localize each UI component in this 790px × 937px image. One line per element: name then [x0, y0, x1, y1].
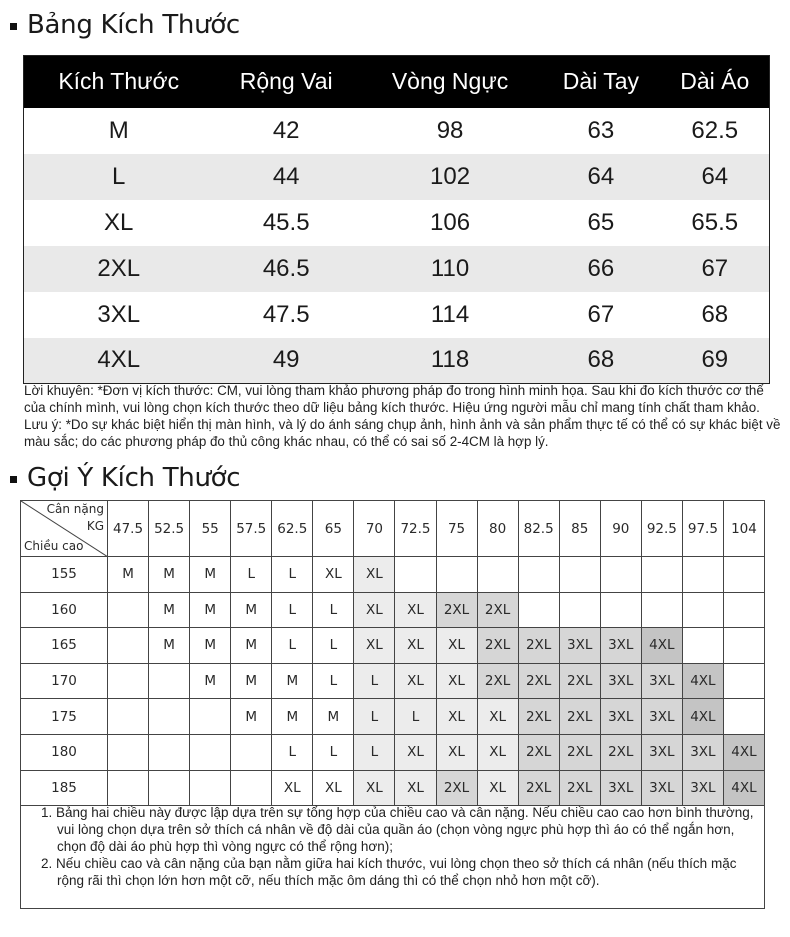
size-suggestion-cell: [149, 734, 190, 770]
size-chart-row: [24, 338, 770, 384]
size-suggestion-cell: [149, 663, 190, 699]
size-suggestion-cell: 2XL: [559, 770, 600, 806]
size-suggestion-cell: XL: [436, 628, 477, 664]
size-chart-header-cell: Vòng Ngực: [359, 56, 541, 108]
size-suggestion-cell: 3XL: [641, 770, 682, 806]
size-suggestion-cell: [641, 557, 682, 593]
size-suggestion-cell: L: [231, 557, 272, 593]
size-chart-header-row: [24, 56, 770, 108]
size-suggestion-cell: 2XL: [518, 663, 559, 699]
weight-header-cell: 72.5: [395, 501, 436, 557]
size-suggestion-cell: [723, 557, 764, 593]
size-chart-cell: 64: [661, 154, 770, 200]
weight-header-cell: 62.5: [272, 501, 313, 557]
size-suggestion-cell: M: [190, 592, 231, 628]
size-chart-cell: 45.5: [262, 208, 310, 236]
size-suggestion-cell: XL: [354, 557, 395, 593]
size-suggestion-cell: M: [190, 557, 231, 593]
size-suggestion-cell: 4XL: [723, 770, 764, 806]
size-suggestion-cell: 2XL: [518, 699, 559, 735]
size-chart-cell: 64: [541, 154, 660, 200]
size-chart-header-cell: Kích Thước: [24, 56, 214, 108]
size-chart-cell: 106: [430, 208, 471, 236]
size-suggestion-cell: [190, 699, 231, 735]
size-suggestion-cell: [108, 699, 149, 735]
height-row: [21, 699, 765, 735]
size-chart-cell: M: [108, 116, 129, 144]
size-suggestion-cell: 2XL: [436, 770, 477, 806]
size-suggestion-cell: [518, 557, 559, 593]
size-suggestion-cell: [682, 628, 723, 664]
weight-header-row: [21, 501, 765, 557]
size-suggestion-cell: [231, 734, 272, 770]
weight-header-cell: 82.5: [518, 501, 559, 557]
size-suggestion-cell: M: [149, 628, 190, 664]
size-suggestion-cell: [723, 592, 764, 628]
weight-header-cell: 65: [313, 501, 354, 557]
size-suggestion-cell: 2XL: [518, 734, 559, 770]
weight-label: Cân nặng: [46, 502, 104, 516]
size-suggestion-cell: XL: [395, 734, 436, 770]
size-suggestion-cell: [436, 557, 477, 593]
size-suggestion-cell: [600, 557, 641, 593]
size-chart-row: [24, 154, 770, 200]
weight-header-cell: 85: [559, 501, 600, 557]
size-suggestion-cell: 3XL: [600, 663, 641, 699]
size-suggestion-cell: 2XL: [559, 663, 600, 699]
size-suggestion-cell: 2XL: [518, 628, 559, 664]
size-suggestion-cell: [518, 592, 559, 628]
size-chart-cell: 98: [436, 116, 464, 144]
size-suggestion-cell: [723, 663, 764, 699]
size-suggestion-cell: [641, 592, 682, 628]
size-chart-cell: 67: [587, 300, 615, 328]
size-chart-cell: 68: [541, 338, 660, 384]
size-chart-header-cell: Dài Tay: [541, 56, 660, 108]
size-chart-cell: 4XL: [24, 338, 214, 384]
height-row: [21, 592, 765, 628]
size-suggestion-cell: XL: [436, 734, 477, 770]
size-suggestion-cell: XL: [313, 770, 354, 806]
size-chart-cell: 49: [213, 338, 358, 384]
size-suggestion-cell: XL: [436, 663, 477, 699]
size-chart-row: [24, 246, 770, 292]
recommendation-footnotes: [20, 799, 765, 909]
size-notes: [24, 382, 784, 450]
size-chart-cell: 110: [359, 246, 541, 292]
size-suggestion-cell: XL: [436, 699, 477, 735]
size-suggestion-cell: 2XL: [559, 699, 600, 735]
size-suggestion-cell: 3XL: [600, 628, 641, 664]
size-chart-row: [24, 292, 770, 338]
height-row: [21, 663, 765, 699]
size-chart-title: [10, 4, 240, 46]
size-chart-header-cell: Dài Áo: [661, 56, 770, 108]
size-suggestion-cell: XL: [477, 770, 518, 806]
size-suggestion-cell: [108, 734, 149, 770]
bullet-icon: [10, 476, 17, 483]
height-row: [21, 557, 765, 593]
size-chart-cell: 44: [213, 154, 358, 200]
size-chart-row: [24, 200, 770, 246]
size-suggestion-cell: L: [354, 699, 395, 735]
footnote-item: 2. Nếu chiều cao và cân nặng của bạn nằm giữa hai kích thước, vui lòng chọn theo sở thích cá nhân (nếu thích mặc rộng rãi thì chọn lớn hơn một cỡ, nếu thích mặc ôm dáng thì có thể chọn nhỏ hơn một cỡ).: [41, 856, 737, 888]
weight-header-cell: 80: [477, 501, 518, 557]
size-suggestion-cell: 2XL: [477, 663, 518, 699]
size-chart-cell: 62.5: [691, 116, 739, 144]
weight-header-cell: 57.5: [231, 501, 272, 557]
size-suggestion-cell: XL: [272, 770, 313, 806]
height-cell: 170: [21, 663, 108, 699]
size-suggestion-cell: [723, 699, 764, 735]
bullet-icon: [10, 23, 17, 30]
size-suggestion-cell: L: [272, 592, 313, 628]
size-suggestion-cell: M: [231, 699, 272, 735]
height-cell: 175: [21, 699, 108, 735]
size-suggestion-cell: 4XL: [682, 663, 723, 699]
footnote-item: 1. Bảng hai chiều này được lập dựa trên sự tổng hợp của chiều cao và cân nặng. Nếu chiều cao cao hơn bình thường, vui lòng chọn dựa trên sở thích cá nhân về độ dài của quần áo (chọn vòng ngực phù hợp thì áo có thể ngắn hơn, chọn độ dài áo phù hợp thì vòng ngực có thể rộng hơn);: [41, 805, 754, 854]
height-row: [21, 734, 765, 770]
size-recommendation-grid: [20, 500, 765, 806]
size-suggestion-cell: 3XL: [641, 699, 682, 735]
weight-unit: KG: [86, 519, 104, 533]
size-chart-cell: 68: [701, 300, 729, 328]
height-cell: 155: [21, 557, 108, 593]
size-suggestion-cell: 3XL: [559, 628, 600, 664]
size-chart-cell: 65: [587, 208, 615, 236]
size-suggestion-cell: M: [108, 557, 149, 593]
size-chart-cell: 47.5: [262, 300, 310, 328]
size-suggestion-cell: 4XL: [682, 699, 723, 735]
size-suggestion-cell: L: [272, 557, 313, 593]
size-suggestion-cell: 2XL: [559, 734, 600, 770]
size-chart-cell: XL: [104, 208, 134, 236]
size-suggestion-cell: 2XL: [436, 592, 477, 628]
size-chart-cell: 3XL: [97, 300, 141, 328]
size-suggestion-cell: XL: [395, 770, 436, 806]
size-suggestion-cell: M: [272, 699, 313, 735]
size-suggestion-cell: L: [313, 663, 354, 699]
size-chart-cell: 2XL: [24, 246, 214, 292]
height-cell: 185: [21, 770, 108, 806]
size-chart-cell: 65.5: [691, 208, 739, 236]
advice-note: Lời khuyên: *Đơn vị kích thước: CM, vui lòng tham khảo phương pháp đo trong hình minh họa. Sau khi đo kích thước cơ thể của chính mình, vui lòng chọn kích thước theo dữ liệu bảng kích thước. Hiệu ứng người mẫu chỉ mang tính chất tham khảo.: [24, 383, 764, 415]
size-chart-cell: 42: [272, 116, 300, 144]
disclaimer-note: Lưu ý: *Do sự khác biệt hiển thị màn hình, và lý do ánh sáng chụp ảnh, hình ảnh và sản phẩm thực tế có thể có sự khác biệt về màu sắc; do các phương pháp đo thủ công khác nhau, có thể có sai số 2-4CM là hợp lý.: [24, 417, 781, 449]
recommend-title: [10, 459, 240, 497]
size-suggestion-cell: XL: [313, 557, 354, 593]
size-suggestion-cell: M: [272, 663, 313, 699]
size-suggestion-cell: [559, 592, 600, 628]
size-chart-cell: 118: [359, 338, 541, 384]
size-suggestion-cell: L: [354, 663, 395, 699]
size-suggestion-cell: XL: [395, 663, 436, 699]
weight-header-cell: 55: [190, 501, 231, 557]
size-suggestion-cell: [723, 628, 764, 664]
size-chart-cell: 66: [541, 246, 660, 292]
size-suggestion-cell: L: [313, 734, 354, 770]
size-suggestion-cell: 2XL: [477, 628, 518, 664]
height-cell: 180: [21, 734, 108, 770]
size-suggestion-cell: 2XL: [600, 734, 641, 770]
weight-header-cell: 92.5: [641, 501, 682, 557]
size-suggestion-cell: XL: [477, 699, 518, 735]
size-suggestion-cell: [190, 734, 231, 770]
size-suggestion-cell: [559, 557, 600, 593]
size-suggestion-cell: L: [395, 699, 436, 735]
size-suggestion-cell: M: [313, 699, 354, 735]
size-suggestion-cell: 2XL: [518, 770, 559, 806]
size-suggestion-cell: XL: [354, 592, 395, 628]
size-suggestion-cell: 4XL: [641, 628, 682, 664]
size-suggestion-cell: [108, 592, 149, 628]
size-suggestion-cell: 3XL: [600, 770, 641, 806]
size-suggestion-cell: 2XL: [477, 592, 518, 628]
grid-corner-cell: [21, 501, 108, 557]
weight-header-cell: 75: [436, 501, 477, 557]
size-suggestion-cell: [395, 557, 436, 593]
size-suggestion-cell: L: [354, 734, 395, 770]
weight-header-cell: 90: [600, 501, 641, 557]
size-suggestion-cell: M: [231, 628, 272, 664]
size-suggestion-cell: M: [231, 592, 272, 628]
height-label: Chiều cao: [24, 539, 84, 553]
size-chart-title-text: Bảng Kích Thước: [27, 10, 240, 40]
size-suggestion-cell: XL: [477, 734, 518, 770]
size-suggestion-cell: M: [190, 663, 231, 699]
size-suggestion-cell: [477, 557, 518, 593]
size-suggestion-cell: XL: [395, 592, 436, 628]
weight-header-cell: 52.5: [149, 501, 190, 557]
size-chart-cell: 63: [587, 116, 615, 144]
size-suggestion-cell: L: [313, 628, 354, 664]
weight-header-cell: 97.5: [682, 501, 723, 557]
size-chart-header-cell: Rộng Vai: [213, 56, 358, 108]
height-row: [21, 628, 765, 664]
size-chart-cell: 114: [430, 300, 470, 328]
size-suggestion-cell: 4XL: [723, 734, 764, 770]
size-chart-cell: 69: [661, 338, 770, 384]
size-suggestion-cell: XL: [354, 628, 395, 664]
size-suggestion-cell: XL: [354, 770, 395, 806]
size-chart-cell: 67: [661, 246, 770, 292]
size-suggestion-cell: [600, 592, 641, 628]
recommend-title-text: Gợi Ý Kích Thước: [27, 463, 241, 493]
size-chart-cell: 102: [359, 154, 541, 200]
size-suggestion-cell: 3XL: [600, 699, 641, 735]
size-suggestion-cell: [108, 663, 149, 699]
height-cell: 165: [21, 628, 108, 664]
size-suggestion-cell: [108, 628, 149, 664]
size-suggestion-cell: M: [190, 628, 231, 664]
size-chart-row: [24, 108, 770, 154]
size-suggestion-cell: L: [272, 734, 313, 770]
size-suggestion-cell: M: [149, 592, 190, 628]
size-suggestion-cell: XL: [395, 628, 436, 664]
size-chart-table: [23, 55, 770, 384]
size-suggestion-cell: [682, 592, 723, 628]
weight-header-cell: 47.5: [108, 501, 149, 557]
size-suggestion-cell: L: [272, 628, 313, 664]
size-suggestion-cell: 3XL: [641, 663, 682, 699]
height-cell: 160: [21, 592, 108, 628]
size-chart-cell: 46.5: [213, 246, 358, 292]
size-suggestion-cell: [149, 699, 190, 735]
size-suggestion-cell: 3XL: [682, 770, 723, 806]
weight-header-cell: 104: [723, 501, 764, 557]
size-suggestion-cell: [682, 557, 723, 593]
size-suggestion-cell: 3XL: [641, 734, 682, 770]
size-suggestion-cell: M: [149, 557, 190, 593]
size-suggestion-cell: L: [313, 592, 354, 628]
size-suggestion-cell: M: [231, 663, 272, 699]
size-suggestion-cell: 3XL: [682, 734, 723, 770]
weight-header-cell: 70: [354, 501, 395, 557]
size-chart-cell: L: [24, 154, 214, 200]
